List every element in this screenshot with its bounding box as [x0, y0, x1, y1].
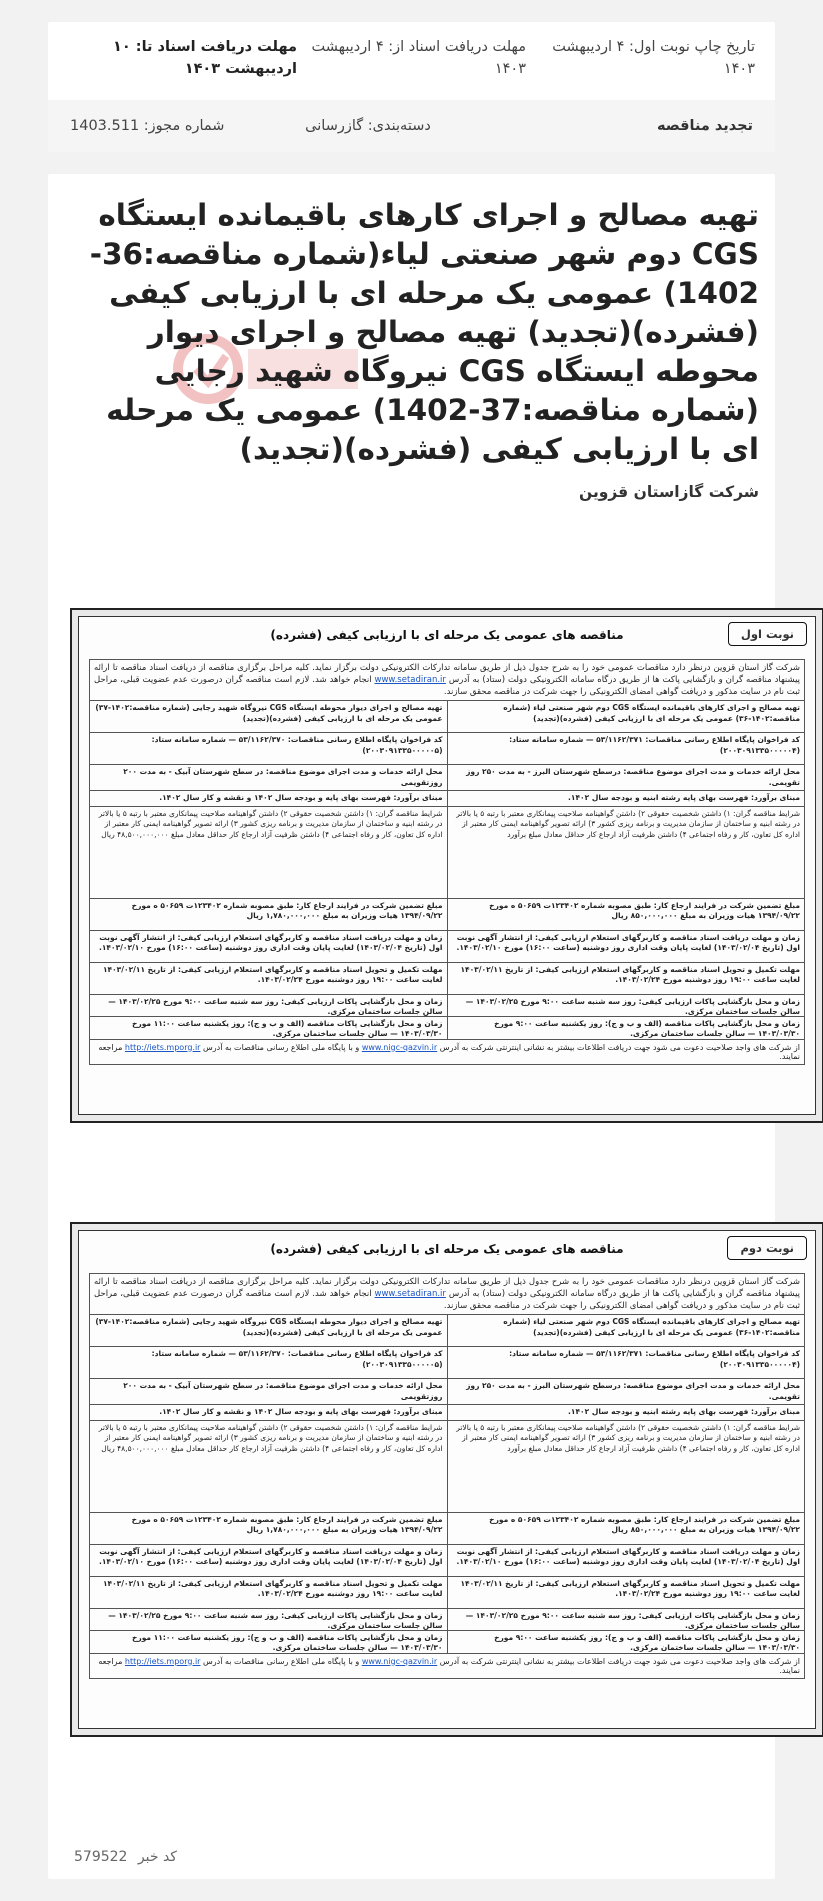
ad-frame [78, 1230, 816, 1729]
table-cell: زمان و محل بازگشایی پاکات مناقصه (الف و ب و ج): روز یکشنبه ساعت ۱۱:۰۰ مورخ ۱۴۰۳/۰۳/۳۰ — سالن جلسات ساختمان مرکزی. [132, 1018, 443, 1038]
table-cell: کد فراخوان پایگاه اطلاع رسانی مناقصات: ۵۳/۱۱۶۲/۳۷۱ — شماره سامانه ستاد: (۲۰۰۳۰۹۱۳۳۵۰۰۰۰۰۴) [448, 1347, 805, 1379]
ad-frame [78, 616, 816, 1115]
category[interactable]: دسته‌بندی: گازرسانی [305, 118, 431, 134]
ad-footer [89, 1654, 805, 1679]
table-cell: کد فراخوان پایگاه اطلاع رسانی مناقصات: ۵۳/۱۱۶۲/۳۷۱ — شماره سامانه ستاد: (۲۰۰۳۰۹۱۳۳۵۰۰۰۰۰۴) [448, 733, 805, 765]
ad-badge: نوبت اول [728, 622, 807, 646]
ad-footer-link-iets: http://iets.mporg.ir [124, 1042, 201, 1052]
ad-footer-link-site: www.nigc-qazvin.ir [361, 1042, 438, 1052]
table-cell: مبلغ تضمین شرکت در فرایند ارجاع کار: طبق مصوبه شماره ۱۲۳۴۰۲ت ۵۰۶۵۹ ه مورخ ۱۳۹۴/۰۹/۲۲ هیات وزیران به مبلغ ۱,۷۸۰,۰۰۰,۰۰۰ ریال [90, 899, 447, 931]
ad-header [79, 1231, 815, 1267]
ad-column-right [448, 701, 805, 1039]
table-cell: زمان و مهلت دریافت اسناد مناقصه و کاربرگهای استعلام ارزیابی کیفی: از انتشار آگهی نوبت اول (تاریخ ۱۴۰۳/۰۲/۰۴) لغایت پایان وقت اداری روز دوشنبه (ساعت ۱۶:۰۰) مورخ ۱۴۰۳/۰۲/۱۰. [448, 1545, 805, 1577]
ad-footer-end: مراجعه نمایند. [98, 1656, 800, 1675]
ad-footer-link-iets: http://iets.mporg.ir [124, 1656, 201, 1666]
page-title: تهیه مصالح و اجرای کارهای باقیمانده ایستگاه CGS دوم شهر صنعتی لیاء(شماره مناقصه:36-1402) عمومی یک مرحله ای با ارزیابی کیفی (فشرده)(تجدید) تهیه مصالح و اجرای دیوار محوطه ایستگاه CGS نیروگاه شهید رجایی (شماره مناقصه:37-1402) عمومی یک مرحله ای با ارزیابی کیفی (فشرده)(تجدید) [89, 198, 759, 466]
ad-heading: مناقصه های عمومی یک مرحله ای با ارزیابی کیفی (فشرده) [270, 1242, 624, 1256]
table-cell: زمان و محل بازگشایی پاکات مناقصه (الف و ب و ج): روز یکشنبه ساعت ۹:۰۰ مورخ ۱۴۰۳/۰۳/۳۰ — سالن جلسات ساختمان مرکزی. [494, 1632, 800, 1652]
table-cell: تهیه مصالح و اجرای دیوار محوطه ایستگاه CGS نیروگاه شهید رجایی (شماره مناقصه:۱۴۰۲-۳۷) عمومی یک مرحله ای با ارزیابی کیفی (فشرده)(تجدید) [90, 701, 447, 733]
ad-header [79, 617, 815, 653]
company-name[interactable]: شرکت گازاستان قزوین [579, 483, 759, 501]
table-cell: محل ارائه خدمات و مدت اجرای موضوع مناقصه: در سطح شهرستان آبیک - به مدت ۲۰۰ روزتقویمی [90, 1379, 447, 1405]
table-cell: مهلت تکمیل و تحویل اسناد مناقصه و کاربرگهای استعلام ارزیابی کیفی: از تاریخ ۱۴۰۳/۰۲/۱۱ لغایت ساعت ۱۹:۰۰ روز دوشنبه مورخ ۱۴۰۳/۰۲/۲۴. [90, 963, 447, 995]
ad-column-left [90, 1315, 448, 1653]
table-cell: مهلت تکمیل و تحویل اسناد مناقصه و کاربرگهای استعلام ارزیابی کیفی: از تاریخ ۱۴۰۳/۰۲/۱۱ لغایت ساعت ۱۹:۰۰ روز دوشنبه مورخ ۱۴۰۳/۰۲/۲۴. [448, 1577, 805, 1609]
table-cell: محل ارائه خدمات و مدت اجرای موضوع مناقصه: درسطح شهرستان البرز - به مدت ۲۵۰ روز تقویمی. [448, 765, 805, 791]
ad-intro-text: شرکت گاز استان قزوین درنظر دارد مناقصات عمومی خود را به شرح جدول ذیل از طریق سامانه تدارکات الکترونیکی دولت برگزار نماید. کلیه مراحل برگزاری مناقصه از دریافت اسناد مناقصه تا ارائه پیشنهاد مناقصه گران و بازگشایی پاکت ها از طریق درگاه سامانه الکترونیکی دولت (ستاد) به آدرس [94, 663, 800, 685]
ad-intro-link: www.setadiran.ir [374, 675, 446, 685]
ad-footer-mid: و با پایگاه ملی اطلاع رسانی مناقصات به آدرس [203, 1656, 360, 1666]
license-number: شماره مجوز: 1403.511 [70, 118, 225, 134]
table-cell: تهیه مصالح و اجرای کارهای باقیمانده ایستگاه CGS دوم شهر صنعتی لیاء (شماره مناقصه:۱۴۰۲-۳۶) عمومی یک مرحله ای با ارزیابی کیفی (فشرده)(تجدید) [448, 1315, 805, 1347]
table-cell: محل ارائه خدمات و مدت اجرای موضوع مناقصه: در سطح شهرستان آبیک - به مدت ۲۰۰ روزتقویمی [90, 765, 447, 791]
table-cell: مبنای برآورد: فهرست بهای پایه رشته ابنیه و بودجه سال ۱۴۰۲. [448, 1405, 805, 1421]
ad-intro-text: شرکت گاز استان قزوین درنظر دارد مناقصات عمومی خود را به شرح جدول ذیل از طریق سامانه تدارکات الکترونیکی دولت برگزار نماید. کلیه مراحل برگزاری مناقصه از دریافت اسناد مناقصه تا ارائه پیشنهاد مناقصه گران و بازگشایی پاکت ها از طریق درگاه سامانه الکترونیکی دولت (ستاد) به آدرس [94, 1277, 800, 1299]
table-cell: شرایط مناقصه گران: ۱) داشتن شخصیت حقوقی ۲) داشتن گواهینامه صلاحیت پیمانکاری معتبر با رتبه ۵ یا بالاتر در رشته ابنیه و ساختمان از سازمان مدیریت و برنامه ریزی کشور ۳) ارائه تصویر گواهینامه ایمنی کار معتبر از اداره کل تعاون، کار و رفاه اجتماعی ۴) داشتن ظرفیت آزاد ارجاع کار حداقل معادل مبلغ برآورد [448, 1421, 805, 1513]
table-cell: مبلغ تضمین شرکت در فرایند ارجاع کار: طبق مصوبه شماره ۱۲۳۴۰۲ت ۵۰۶۵۹ ه مورخ ۱۳۹۴/۰۹/۲۲ هیات وزیران به مبلغ ۸۵۰,۰۰۰,۰۰۰ ریال [448, 1513, 805, 1545]
table-cell: زمان و محل بازگشایی پاکات مناقصه (الف و ب و ج): روز یکشنبه ساعت ۹:۰۰ مورخ ۱۴۰۳/۰۳/۳۰ — سالن جلسات ساختمان مرکزی. [494, 1018, 800, 1038]
ad-intro-end: انجام خواهد شد. لازم است مناقصه گران درصورت عدم عضویت قبلی، مراحل ثبت نام در سایت مذکور و دریافت گواهی امضای الکترونیکی را جهت شرکت در مناقصه محقق سازند. [94, 675, 800, 697]
ad-column-right [448, 1315, 805, 1653]
table-cell: زمان و محل بازگشایی پاکات ارزیابی کیفی: روز سه شنبه ساعت ۹:۰۰ مورخ ۱۴۰۳/۰۲/۲۵ — سالن جلسات ساختمان مرکزی. [448, 1609, 805, 1631]
table-cell: تهیه مصالح و اجرای کارهای باقیمانده ایستگاه CGS دوم شهر صنعتی لیاء (شماره مناقصه:۱۴۰۲-۳۶) عمومی یک مرحله ای با ارزیابی کیفی (فشرده)(تجدید) [448, 701, 805, 733]
ad-footer-link-site: www.nigc-qazvin.ir [361, 1656, 438, 1666]
ad-heading: مناقصه های عمومی یک مرحله ای با ارزیابی کیفی (فشرده) [270, 628, 624, 642]
table-cell: تهیه مصالح و اجرای دیوار محوطه ایستگاه CGS نیروگاه شهید رجایی (شماره مناقصه:۱۴۰۲-۳۷) عمومی یک مرحله ای با ارزیابی کیفی (فشرده)(تجدید) [90, 1315, 447, 1347]
news-code [68, 1849, 177, 1865]
tender-info-card [48, 22, 775, 152]
table-cell: محل ارائه خدمات و مدت اجرای موضوع مناقصه: درسطح شهرستان البرز - به مدت ۲۵۰ روز تقویمی. [448, 1379, 805, 1405]
ad-intro-end: انجام خواهد شد. لازم است مناقصه گران درصورت عدم عضویت قبلی، مراحل ثبت نام در سایت مذکور و دریافت گواهی امضای الکترونیکی را جهت شرکت در مناقصه محقق سازند. [94, 1289, 800, 1311]
table-cell: زمان و مهلت دریافت اسناد مناقصه و کاربرگهای استعلام ارزیابی کیفی: از انتشار آگهی نوبت اول (تاریخ ۱۴۰۳/۰۲/۰۴) لغایت پایان وقت اداری روز دوشنبه (ساعت ۱۶:۰۰) مورخ ۱۴۰۳/۰۲/۱۰. [448, 931, 805, 963]
table-cell: کد فراخوان پایگاه اطلاع رسانی مناقصات: ۵۳/۱۱۶۲/۳۷۰ — شماره سامانه ستاد: (۲۰۰۳۰۹۱۳۳۵۰۰۰۰۰۵) [90, 1347, 447, 1379]
table-cell: زمان و محل بازگشایی پاکات ارزیابی کیفی: روز سه شنبه ساعت ۹:۰۰ مورخ ۱۴۰۳/۰۲/۲۵ — سالن جلسات ساختمان مرکزی. [448, 995, 805, 1017]
print-date: تاریخ چاپ نوبت اول: ۴ اردیبهشت ۱۴۰۳ [552, 39, 755, 77]
table-cell: شرایط مناقصه گران: ۱) داشتن شخصیت حقوقی ۲) داشتن گواهینامه صلاحیت پیمانکاری معتبر با رتبه ۵ یا بالاتر در رشته ابنیه و ساختمان از سازمان مدیریت و برنامه ریزی کشور ۳) ارائه تصویر گواهینامه ایمنی کار معتبر از اداره کل تعاون، کار و رفاه اجتماعی ۴) داشتن ظرفیت آزاد ارجاع کار حداقل معادل مبلغ ۴۸,۵۰۰,۰۰۰,۰۰۰ ریال [90, 1421, 447, 1513]
ad-footer-text: از شرکت های واجد صلاحیت دعوت می شود جهت دریافت اطلاعات بیشتر به نشانی اینترنتی شرکت به آدرس [439, 1656, 800, 1666]
deadline-to: مهلت دریافت اسناد تا: ۱۰ اردیبهشت ۱۴۰۳ [113, 39, 297, 77]
tender-ad-image-second[interactable] [70, 1222, 823, 1737]
table-cell: مبلغ تضمین شرکت در فرایند ارجاع کار: طبق مصوبه شماره ۱۲۳۴۰۲ت ۵۰۶۵۹ ه مورخ ۱۳۹۴/۰۹/۲۲ هیات وزیران به مبلغ ۸۵۰,۰۰۰,۰۰۰ ریال [448, 899, 805, 931]
ad-table [89, 1315, 805, 1654]
table-cell: کد فراخوان پایگاه اطلاع رسانی مناقصات: ۵۳/۱۱۶۲/۳۷۰ — شماره سامانه ستاد: (۲۰۰۳۰۹۱۳۳۵۰۰۰۰۰۵) [90, 733, 447, 765]
ad-intro [89, 1273, 805, 1315]
tender-ad-image-first[interactable] [70, 608, 823, 1123]
table-cell: مبنای برآورد: فهرست بهای پایه و بودجه سال ۱۴۰۲ و نقشه و کار سال ۱۴۰۲. [90, 791, 447, 807]
table-cell: زمان و محل بازگشایی پاکات ارزیابی کیفی: روز سه شنبه ساعت ۹:۰۰ مورخ ۱۴۰۳/۰۲/۲۵ — سالن جلسات ساختمان مرکزی. [90, 995, 447, 1017]
ad-badge: نوبت دوم [727, 1236, 807, 1260]
table-cell: مبنای برآورد: فهرست بهای پایه و بودجه سال ۱۴۰۲ و نقشه و کار سال ۱۴۰۲. [90, 1405, 447, 1421]
ad-footer-text: از شرکت های واجد صلاحیت دعوت می شود جهت دریافت اطلاعات بیشتر به نشانی اینترنتی شرکت به آدرس [439, 1042, 800, 1052]
table-cell: زمان و محل بازگشایی پاکات مناقصه (الف و ب و ج): روز یکشنبه ساعت ۱۱:۰۰ مورخ ۱۴۰۳/۰۳/۳۰ — سالن جلسات ساختمان مرکزی. [132, 1632, 443, 1652]
ad-table [89, 701, 805, 1040]
ad-intro [89, 659, 805, 701]
news-code-label: کد خبر [137, 1849, 177, 1865]
table-cell: مهلت تکمیل و تحویل اسناد مناقصه و کاربرگهای استعلام ارزیابی کیفی: از تاریخ ۱۴۰۳/۰۲/۱۱ لغایت ساعت ۱۹:۰۰ روز دوشنبه مورخ ۱۴۰۳/۰۲/۲۴. [90, 1577, 447, 1609]
table-cell: مبلغ تضمین شرکت در فرایند ارجاع کار: طبق مصوبه شماره ۱۲۳۴۰۲ت ۵۰۶۵۹ ه مورخ ۱۳۹۴/۰۹/۲۲ هیات وزیران به مبلغ ۱,۷۸۰,۰۰۰,۰۰۰ ریال [90, 1513, 447, 1545]
table-cell: زمان و مهلت دریافت اسناد مناقصه و کاربرگهای استعلام ارزیابی کیفی: از انتشار آگهی نوبت اول (تاریخ ۱۴۰۳/۰۲/۰۴) لغایت پایان وقت اداری روز دوشنبه (ساعت ۱۶:۰۰) مورخ ۱۴۰۳/۰۲/۱۰. [90, 931, 447, 963]
ad-footer-end: مراجعه نمایند. [98, 1042, 800, 1061]
news-code-value: 579522 [74, 1849, 128, 1865]
ad-column-left [90, 701, 448, 1039]
ad-footer [89, 1040, 805, 1065]
table-cell: مبنای برآورد: فهرست بهای پایه رشته ابنیه و بودجه سال ۱۴۰۲. [448, 791, 805, 807]
tender-type: تجدید مناقصه [656, 118, 753, 134]
table-cell: مهلت تکمیل و تحویل اسناد مناقصه و کاربرگهای استعلام ارزیابی کیفی: از تاریخ ۱۴۰۳/۰۲/۱۱ لغایت ساعت ۱۹:۰۰ روز دوشنبه مورخ ۱۴۰۳/۰۲/۲۴. [448, 963, 805, 995]
tender-detail-card [48, 174, 800, 1879]
dates-row [48, 22, 775, 100]
table-cell: شرایط مناقصه گران: ۱) داشتن شخصیت حقوقی ۲) داشتن گواهینامه صلاحیت پیمانکاری معتبر با رتبه ۵ یا بالاتر در رشته ابنیه و ساختمان از سازمان مدیریت و برنامه ریزی کشور ۳) ارائه تصویر گواهینامه ایمنی کار معتبر از اداره کل تعاون، کار و رفاه اجتماعی ۴) داشتن ظرفیت آزاد ارجاع کار حداقل معادل مبلغ برآورد [448, 807, 805, 899]
table-cell: شرایط مناقصه گران: ۱) داشتن شخصیت حقوقی ۲) داشتن گواهینامه صلاحیت پیمانکاری معتبر با رتبه ۵ یا بالاتر در رشته ابنیه و ساختمان از سازمان مدیریت و برنامه ریزی کشور ۳) ارائه تصویر گواهینامه ایمنی کار معتبر از اداره کل تعاون، کار و رفاه اجتماعی ۴) داشتن ظرفیت آزاد ارجاع کار حداقل معادل مبلغ ۴۸,۵۰۰,۰۰۰,۰۰۰ ریال [90, 807, 447, 899]
ad-footer-mid: و با پایگاه ملی اطلاع رسانی مناقصات به آدرس [203, 1042, 360, 1052]
ad-intro-link: www.setadiran.ir [374, 1289, 446, 1299]
table-cell: زمان و محل بازگشایی پاکات ارزیابی کیفی: روز سه شنبه ساعت ۹:۰۰ مورخ ۱۴۰۳/۰۲/۲۵ — سالن جلسات ساختمان مرکزی. [90, 1609, 447, 1631]
meta-row [48, 100, 775, 152]
table-cell: زمان و مهلت دریافت اسناد مناقصه و کاربرگهای استعلام ارزیابی کیفی: از انتشار آگهی نوبت اول (تاریخ ۱۴۰۳/۰۲/۰۴) لغایت پایان وقت اداری روز دوشنبه (ساعت ۱۶:۰۰) مورخ ۱۴۰۳/۰۲/۱۰. [90, 1545, 447, 1577]
deadline-from: مهلت دریافت اسناد از: ۴ اردیبهشت ۱۴۰۳ [311, 39, 526, 77]
